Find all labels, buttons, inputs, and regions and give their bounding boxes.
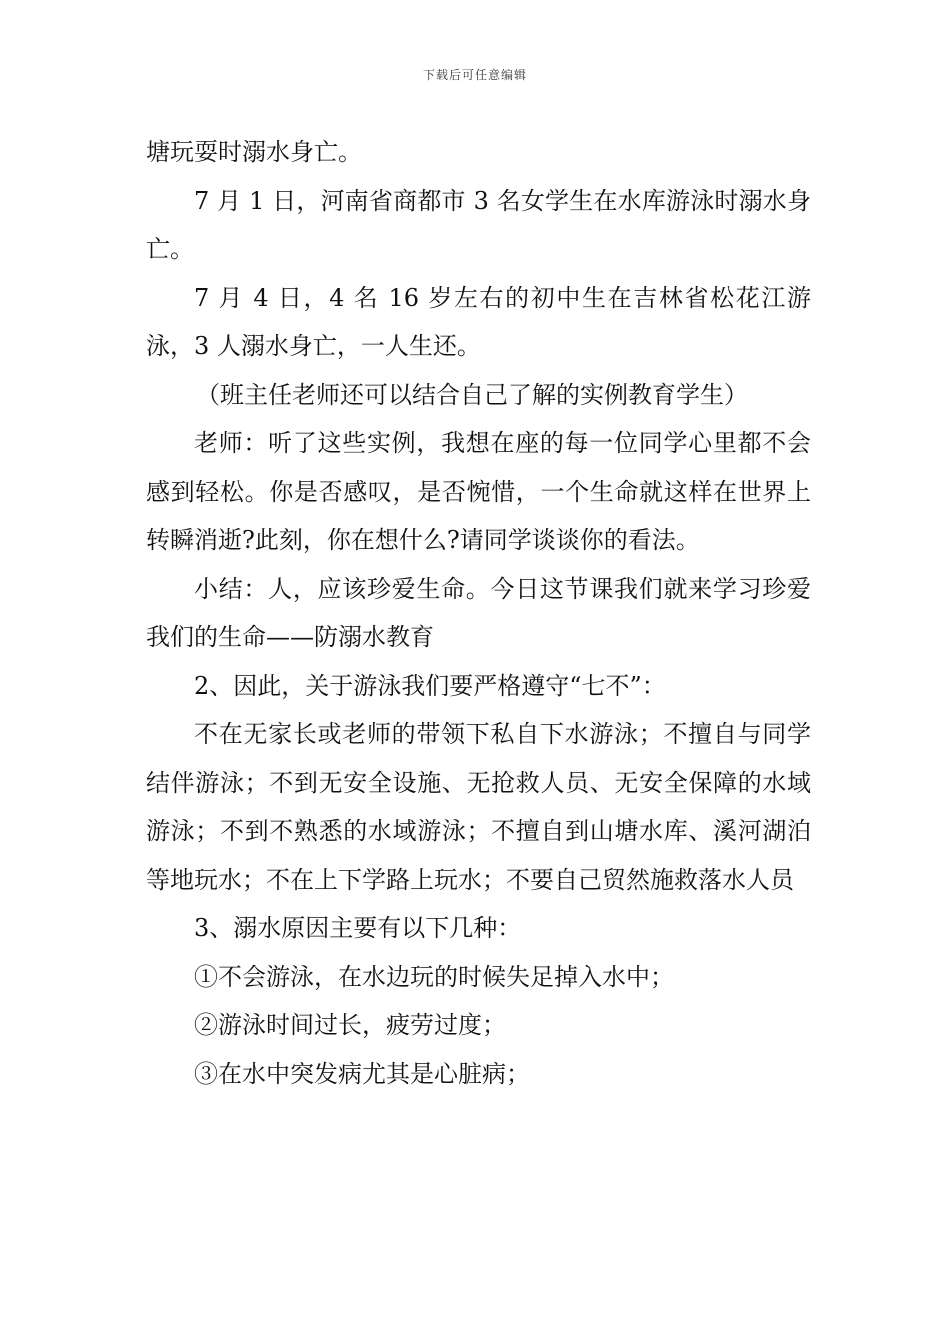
list-item: ①不会游泳，在水边玩的时候失足掉入水中； — [194, 962, 674, 991]
paragraph: 7 月 4 日，4 名 16 岁左右的初中生在吉林省松花江游泳，3 人溺水身亡，一人生还。 — [146, 283, 811, 360]
paragraph: 老师：听了这些实例，我想在座的每一位同学心里都不会感到轻松。你是否感叹，是否惋惜，一个生命就这样在世界上转瞬消逝?此刻，你在想什么?请同学谈谈你的看法。 — [146, 429, 811, 554]
paragraph: 2、因此，关于游泳我们要严格遵守“七不”： — [194, 671, 666, 700]
list-item: ②游泳时间过长，疲劳过度； — [194, 1011, 506, 1039]
paragraph-note: （班主任老师还可以结合自己了解的实例教育学生） — [196, 380, 748, 409]
paragraph: 塘玩耍时溺水身亡。 — [146, 138, 362, 166]
paragraph: 3、溺水原因主要有以下几种： — [194, 914, 522, 942]
paragraph: 7 月 1 日，河南省商都市 3 名女学生在水库游泳时溺水身亡。 — [146, 186, 811, 263]
document-body — [146, 128, 811, 1098]
paragraph: 小结：人，应该珍爱生命。今日这节课我们就来学习珍爱我们的生命——防溺水教育 — [146, 574, 811, 651]
paragraph: 不在无家长或老师的带领下私自下水游泳；不擅自与同学结伴游泳；不到无安全设施、无抢救人员、无安全保障的水域游泳；不到不熟悉的水域游泳；不擅自到山塘水库、溪河湖泊等地玩水；不在上下学路上玩水；不要自己贸然施救落水人员 — [146, 720, 811, 894]
list-item: ③在水中突发病尤其是心脏病； — [194, 1059, 530, 1088]
page-header: 下载后可任意编辑 — [422, 68, 527, 82]
